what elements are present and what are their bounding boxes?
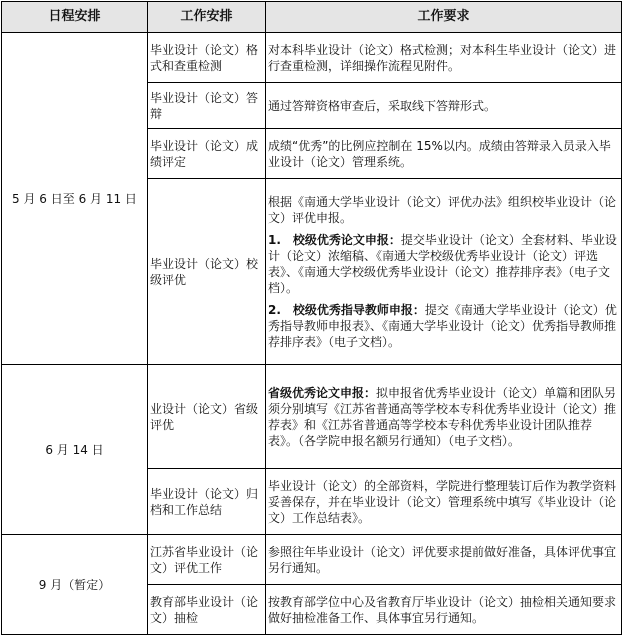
provincial-text: 拟申报省优秀毕业设计（论文）单篇和团队另须分别填写《江苏省普通高等学校本专科优秀毕业设计（论文）推荐表》和《江苏省普通高等学校本专科优秀毕业设计团队推荐表》。（各学院申报名额另行通知）（电子文档）。 (268, 385, 617, 448)
task-cell: 毕业设计（论文）校级评优 (148, 179, 266, 365)
requirement-intro: 根据《南通大学毕业设计（论文）评优办法》组织校毕业设计（论文）评优申报。 (268, 194, 617, 225)
task-cell: 业设计（论文）省级评优 (148, 365, 266, 469)
requirement-item-2 (268, 302, 619, 350)
table-row (2, 33, 622, 83)
task-cell: 毕业设计（论文）格式和查重检测 (148, 33, 266, 83)
item-1-text: 提交毕业设计（论文）全套材料、毕业设计（论文）浓缩稿、《南通大学校级优秀毕业设计（论文）评选表》、《南通大学校级优秀毕业设计（论文）推荐排序表》（电子文档）。 (268, 232, 617, 295)
provincial-label: 省级优秀论文申报： (268, 385, 377, 400)
schedule-table (1, 1, 622, 635)
table-header-row (2, 2, 622, 33)
schedule-date: 5 月 6 日至 6 月 11 日 (2, 33, 148, 365)
requirement-cell: 毕业设计（论文）的全部资料，学院进行整理装订后作为教学资料妥善保存，并在毕业设计（论文）管理系统中填写《毕业设计（论文）工作总结表》。 (266, 469, 622, 535)
header-schedule: 日程安排 (2, 2, 148, 33)
header-task: 工作安排 (148, 2, 266, 33)
requirement-cell: 通过答辩资格审查后，采取线下答辩形式。 (266, 83, 622, 129)
requirement-cell (266, 365, 622, 469)
requirement-item-1 (268, 232, 619, 296)
requirement-cell: 成绩“优秀”的比例应控制在 15%以内。成绩由答辩录入员录入毕业设计（论文）管理系统。 (266, 129, 622, 179)
item-2-text: 提交《南通大学毕业设计（论文）优秀指导教师申报表》、《南通大学毕业设计（论文）优秀指导教师推荐排序表》（电子文档）。 (268, 302, 617, 349)
requirement-cell: 按教育部学位中心及省教育厅毕业设计（论文）抽检相关通知要求做好抽检准备工作、具体事宜另行通知。 (266, 585, 622, 635)
task-cell: 教育部毕业设计（论文）抽检 (148, 585, 266, 635)
table-row (2, 535, 622, 585)
task-cell: 毕业设计（论文）归档和工作总结 (148, 469, 266, 535)
requirement-cell: 对本科毕业设计（论文）格式检测；对本科生毕业设计（论文）进行查重检测，详细操作流程见附件。 (266, 33, 622, 83)
header-requirement: 工作要求 (266, 2, 622, 33)
item-1-label: 1. 校级优秀论文申报： (268, 232, 401, 247)
schedule-date: 9 月（暂定） (2, 535, 148, 635)
requirement-cell (266, 179, 622, 365)
item-2-label: 2. 校级优秀指导教师申报： (268, 302, 425, 317)
table-row (2, 365, 622, 469)
schedule-date: 6 月 14 日 (2, 365, 148, 535)
task-cell: 江苏省毕业设计（论文）评优工作 (148, 535, 266, 585)
task-cell: 毕业设计（论文）答辩 (148, 83, 266, 129)
task-cell: 毕业设计（论文）成绩评定 (148, 129, 266, 179)
requirement-cell: 参照往年毕业设计（论文）评优要求提前做好准备，具体评优事宜另行通知。 (266, 535, 622, 585)
